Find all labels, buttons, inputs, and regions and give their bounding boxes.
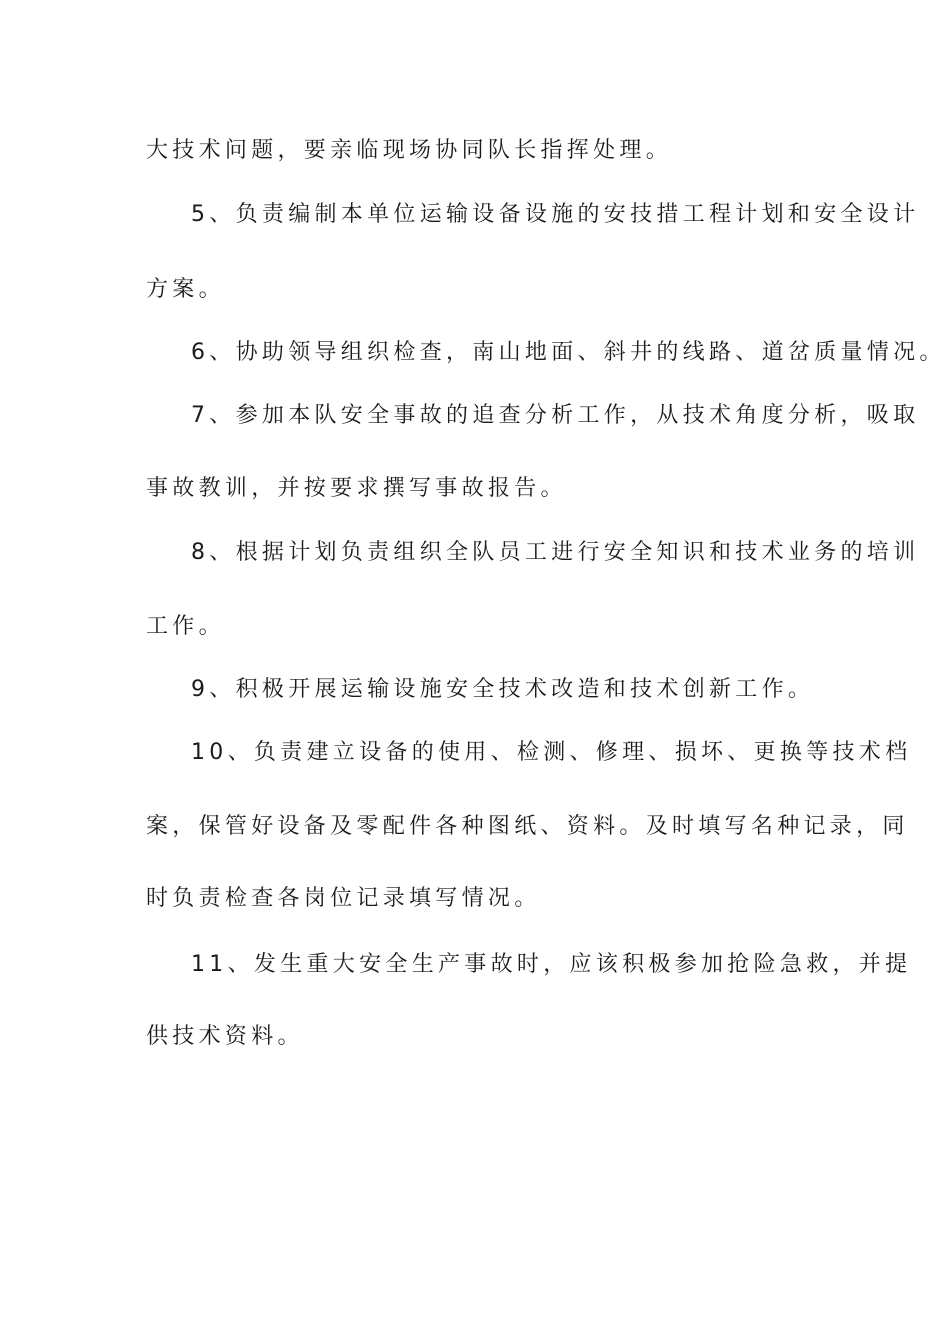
text-line: 7、参加本队安全事故的追查分析工作，从技术角度分析，吸取 [191,403,920,428]
text-line: 6、协助领导组织检查，南山地面、斜井的线路、道岔质量情况。 [191,340,946,365]
text-line: 8、根据计划负责组织全队员工进行安全知识和技术业务的培训 [191,540,920,565]
text-line: 9、积极开展运输设施安全技术改造和技术创新工作。 [191,677,815,702]
text-line: 5、负责编制本单位运输设备设施的安技措工程计划和安全设计 [191,202,920,227]
text-line: 工作。 [146,614,225,639]
text-line: 10、负责建立设备的使用、检测、修理、损坏、更换等技术档 [191,740,912,765]
text-line: 事故教训，并按要求撰写事故报告。 [146,476,567,501]
text-line: 大技术问题，要亲临现场协同队长指挥处理。 [146,138,673,163]
text-line: 供技术资料。 [146,1024,304,1049]
text-line: 案，保管好设备及零配件各种图纸、资料。及时填写名种记录，同 [146,814,909,839]
text-line: 11、发生重大安全生产事故时，应该积极参加抢险急救，并提 [191,952,912,977]
text-line: 方案。 [146,277,225,302]
text-line: 时负责检查各岗位记录填写情况。 [146,886,541,911]
